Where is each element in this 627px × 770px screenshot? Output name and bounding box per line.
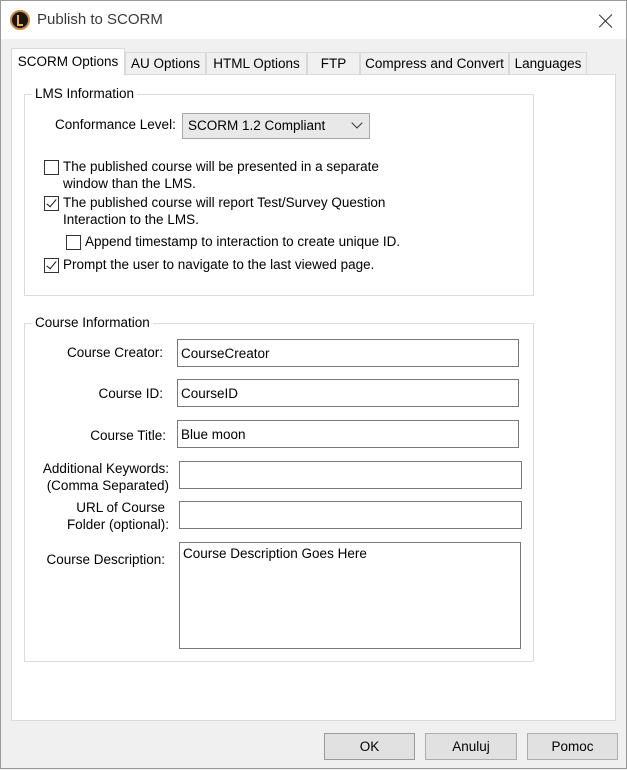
course-description-label: Course Description: <box>46 552 165 567</box>
course-id-label: Course ID: <box>98 386 163 401</box>
separate-window-label-2: window than the LMS. <box>63 176 196 191</box>
tab-languages[interactable]: Languages <box>509 52 587 75</box>
course-url-label-1: URL of Course <box>76 500 165 515</box>
course-id-field[interactable] <box>177 379 519 407</box>
course-creator-field[interactable] <box>177 339 519 367</box>
append-timestamp-label: Append timestamp to interaction to create unique ID. <box>85 234 401 249</box>
course-title-label: Course Title: <box>90 428 166 443</box>
course-title-field[interactable] <box>177 420 519 448</box>
course-description-field[interactable] <box>179 542 521 649</box>
additional-keywords-field[interactable] <box>179 461 522 489</box>
course-creator-label: Course Creator: <box>66 345 163 360</box>
window-title: Publish to SCORM <box>37 11 163 28</box>
cancel-button[interactable]: Anuluj <box>425 733 517 760</box>
report-interaction-checkbox[interactable] <box>44 196 59 211</box>
report-interaction-label-2: Interaction to the LMS. <box>63 212 199 227</box>
tab-au-options[interactable]: AU Options <box>125 52 206 75</box>
additional-keywords-label-1: Additional Keywords: <box>42 461 169 476</box>
append-timestamp-checkbox[interactable] <box>66 235 81 250</box>
prompt-last-page-checkbox[interactable] <box>44 258 59 273</box>
tab-scorm-options[interactable]: SCORM Options <box>11 48 125 76</box>
conformance-level-label: Conformance Level: <box>55 117 176 132</box>
course-url-field[interactable] <box>179 501 522 529</box>
tab-compress-convert[interactable]: Compress and Convert <box>360 52 509 75</box>
report-interaction-label-1: The published course will report Test/Survey Question <box>63 195 386 210</box>
panel-content <box>1 1 627 770</box>
separate-window-label-1: The published course will be presented in a separate <box>63 159 379 174</box>
prompt-last-page-label: Prompt the user to navigate to the last viewed page. <box>63 257 375 272</box>
tab-html-options[interactable]: HTML Options <box>206 52 307 75</box>
ok-button[interactable]: OK <box>324 733 415 760</box>
conformance-level-value: SCORM 1.2 Compliant <box>188 118 326 133</box>
help-button[interactable]: Pomoc <box>527 733 618 760</box>
tab-ftp[interactable]: FTP <box>307 52 360 75</box>
lms-information-heading: LMS Information <box>32 86 137 101</box>
course-information-heading: Course Information <box>32 315 153 330</box>
separate-window-checkbox[interactable] <box>44 160 59 175</box>
chevron-down-icon <box>351 117 362 128</box>
course-url-label-2: Folder (optional): <box>66 517 169 532</box>
additional-keywords-label-2: (Comma Separated) <box>46 478 169 493</box>
conformance-level-select[interactable] <box>182 113 370 139</box>
